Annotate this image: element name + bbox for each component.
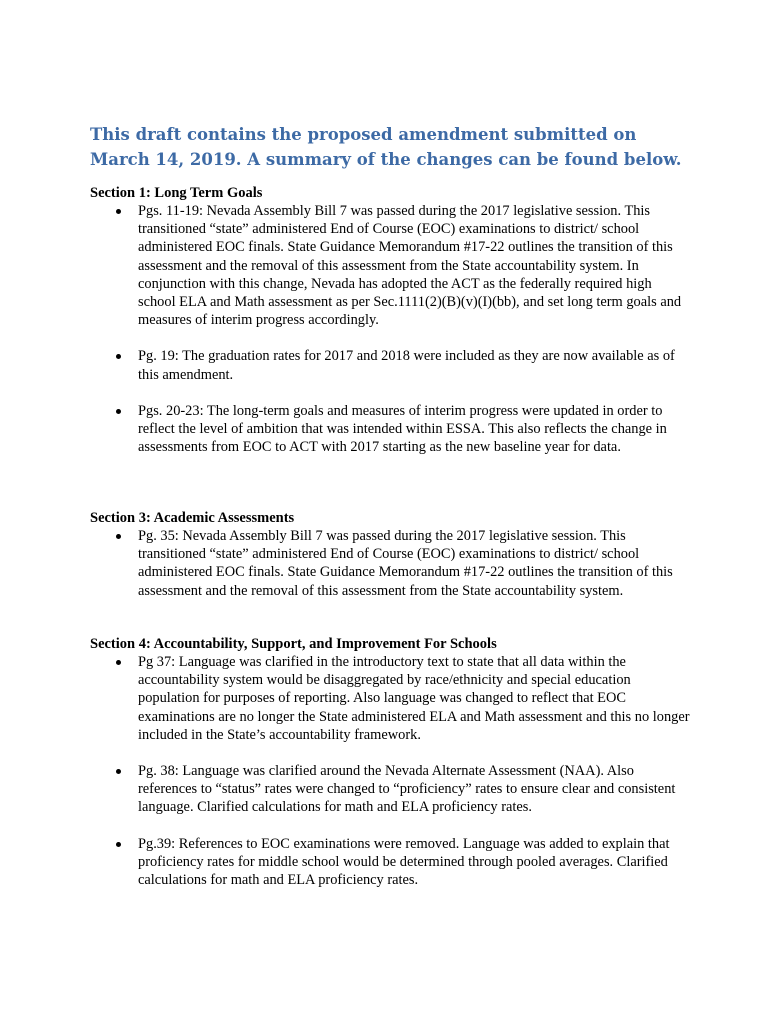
list-item	[90, 202, 690, 329]
bullet-list	[90, 202, 690, 456]
bullet-icon	[116, 409, 121, 414]
list-item	[90, 402, 690, 457]
bullet-icon	[116, 534, 121, 539]
bullet-icon	[116, 660, 121, 665]
section-title: Section 3: Academic Assessments	[90, 510, 295, 526]
section-title: Section 4: Accountability, Support, and Improvement For Schools	[90, 636, 497, 652]
section-title: Section 1: Long Term Goals	[90, 185, 263, 201]
section-long-term-goals	[90, 184, 690, 456]
list-item	[90, 835, 690, 890]
list-item-text: Pgs. 11-19: Nevada Assembly Bill 7 was passed during the 2017 legislative session. This transitioned “state” administered End of Course (EOC) examinations to district/ school administered EOC finals. State Guidance Memorandum #17-22 outlines the transition of this assessment and the removal of this assessment from the State accountability system. In conjunction with this change, Nevada has adopted the ACT as the federally required high school ELA and Math assessment as per Sec.1111(2)(B)(v)(I)(bb), and set long term goals and measures of interim progress accordingly.	[138, 203, 682, 329]
list-item	[90, 527, 690, 600]
section-academic-assessments	[90, 509, 690, 600]
list-item-text: Pg 37: Language was clarified in the introductory text to state that all data within the accountability system would be disaggregated by race/ethnicity and special education population for purposes of reporting. Also language was changed to reflect that EOC examinations are no longer the State administered ELA and Math assessment and this no longer included in the State’s accountability framework.	[138, 654, 690, 743]
list-item-text: Pg. 19: The graduation rates for 2017 and 2018 were included as they are now available as of this amendment.	[138, 348, 675, 383]
list-item-text: Pg. 35: Nevada Assembly Bill 7 was passed during the 2017 legislative session. This transitioned “state” administered End of Course (EOC) examinations to district/ school administered EOC finals. State Guidance Memorandum #17-22 outlines the transition of this assessment and the removal of this assessment from the State accountability system.	[138, 528, 673, 599]
list-item-text: Pg.39: References to EOC examinations were removed. Language was added to explain that proficiency rates for middle school would be determined through pooled averages. Clarified calculations for math and ELA proficiency rates.	[138, 835, 670, 889]
bullet-icon	[116, 209, 121, 214]
bullet-list	[90, 653, 690, 889]
bullet-icon	[116, 842, 121, 847]
bullet-list	[90, 527, 690, 600]
bullet-icon	[116, 769, 121, 774]
list-item	[90, 653, 690, 744]
list-item-text: Pg. 38: Language was clarified around the Nevada Alternate Assessment (NAA). Also references to “status” rates were changed to “proficiency” rates to ensure clear and consistent language. Clarified calculations for math and ELA proficiency rates.	[138, 763, 676, 816]
section-accountability	[90, 635, 690, 889]
list-item	[90, 762, 690, 817]
list-item-text: Pgs. 20-23: The long-term goals and measures of interim progress were updated in order to reflect the level of ambition that was intended within ESSA. This also reflects the change in assessments from EOC to ACT with 2017 starting as the new baseline year for data.	[138, 402, 667, 456]
list-item	[90, 347, 690, 383]
document-heading: This draft contains the proposed amendment submitted on March 14, 2019. A summary of the changes can be found below.	[90, 125, 682, 169]
